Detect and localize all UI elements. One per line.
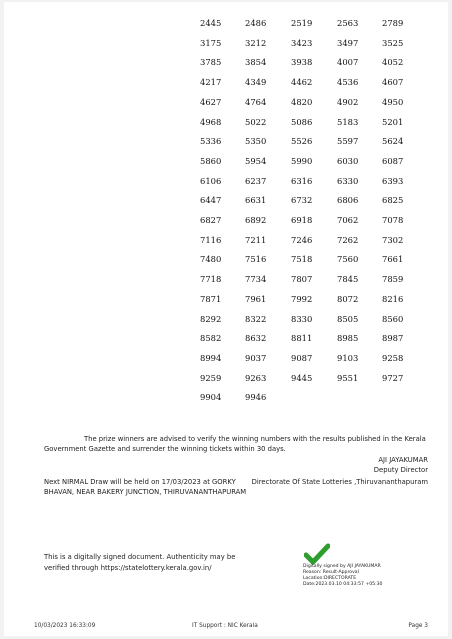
winning-number: 6330	[337, 175, 359, 186]
winning-number: 5336	[200, 136, 222, 147]
winning-number: 5350	[245, 136, 267, 147]
digital-signature-notice: This is a digitally signed document. Authenticity may be verified through https://statelottery.kerala.gov.in/	[44, 553, 236, 572]
document-page	[4, 2, 448, 636]
signature-date: Date:2023.03.10 04:33:57 +05:30	[303, 582, 383, 587]
winning-number: 6825	[382, 195, 404, 206]
winning-number: 3938	[291, 57, 313, 68]
winning-number: 4536	[337, 77, 359, 88]
signature-reason: Reason: Result-Approval	[303, 570, 359, 575]
winning-number: 8632	[245, 333, 267, 344]
winning-number: 8987	[382, 333, 404, 344]
winning-number: 9258	[382, 352, 404, 363]
winning-number: 6806	[337, 195, 359, 206]
winning-number: 2445	[200, 18, 222, 28]
winning-number: 7246	[291, 234, 313, 245]
winning-number: 2519	[291, 18, 313, 28]
winning-number: 6732	[291, 195, 313, 206]
winning-number: 3854	[245, 57, 267, 68]
signature-signed-by: Digitally signed by AJI JAYAKUMAR	[303, 564, 381, 569]
winning-number: 4902	[337, 96, 359, 107]
winning-number: 6918	[291, 215, 313, 225]
winning-number: 7807	[291, 274, 313, 285]
winning-number: 9087	[291, 352, 313, 363]
winning-number: 6087	[382, 155, 404, 166]
footer-timestamp: 10/03/2023 16:33:09	[34, 623, 96, 629]
winning-number: 6631	[245, 195, 267, 206]
winning-number: 9259	[200, 372, 222, 383]
winning-number: 7845	[337, 274, 359, 285]
signature-verified-check-icon	[304, 543, 330, 565]
winning-number: 6447	[200, 195, 222, 206]
winning-number: 4607	[382, 77, 404, 88]
winning-number: 7116	[200, 234, 222, 245]
winning-number: 9904	[200, 392, 222, 403]
winning-number: 6316	[291, 175, 313, 186]
winning-number: 7992	[291, 293, 313, 304]
winning-number: 2486	[245, 18, 267, 28]
winning-number: 6892	[245, 215, 267, 225]
winning-number: 8216	[382, 293, 404, 304]
winning-number: 9551	[337, 372, 359, 383]
winning-number: 4820	[291, 96, 313, 107]
winning-number: 8505	[337, 313, 359, 324]
winning-number: 9103	[337, 352, 359, 363]
winning-number: 3175	[200, 37, 222, 48]
winning-number: 5183	[337, 116, 359, 127]
winning-number: 7480	[200, 254, 222, 265]
winning-number: 2789	[382, 18, 404, 28]
winning-number: 9445	[291, 372, 313, 383]
winning-number: 5597	[337, 136, 359, 147]
directorate-office: Directorate Of State Lotteries ,Thiruvananthapuram	[251, 478, 428, 486]
winning-number: 4349	[245, 77, 267, 88]
winning-number: 5086	[291, 116, 313, 127]
winning-number: 3525	[382, 37, 404, 48]
winning-number: 7560	[337, 254, 359, 265]
winning-number: 6827	[200, 215, 222, 225]
winning-number: 5022	[245, 116, 267, 127]
signatory-name: AJI JAYAKUMAR	[378, 456, 428, 464]
winning-number: 5624	[382, 136, 404, 147]
winning-number: 6030	[337, 155, 359, 166]
winning-number: 4217	[200, 77, 222, 88]
winning-number: 8811	[291, 333, 313, 344]
winning-number: 7302	[382, 234, 404, 245]
winning-number: 6237	[245, 175, 267, 186]
winning-number: 4950	[382, 96, 404, 107]
winning-number: 9727	[382, 372, 404, 383]
winning-number: 9946	[245, 392, 267, 403]
winning-number: 5201	[382, 116, 404, 127]
digital-signature-details	[303, 564, 382, 588]
winning-number: 7718	[200, 274, 222, 285]
next-draw-info: Next NIRMAL Draw will be held on 17/03/2023 at GORKY BHAVAN, NEAR BAKERY JUNCTION, THIRUVANANTHAPURAM	[44, 478, 247, 496]
winning-number: 4007	[337, 57, 359, 68]
winning-number: 8582	[200, 333, 222, 344]
winning-number: 7211	[245, 234, 267, 245]
signature-location: Location:DIRECTORATE	[303, 576, 357, 581]
footer-page-number: Page 3	[408, 623, 428, 629]
winning-number: 8072	[337, 293, 359, 304]
winning-number: 7871	[200, 293, 222, 304]
winning-number: 4462	[291, 77, 313, 88]
winning-number: 6106	[200, 175, 222, 186]
winning-number: 8994	[200, 352, 222, 363]
winning-number: 8322	[245, 313, 267, 324]
winning-number: 3785	[200, 57, 222, 68]
winning-number: 9263	[245, 372, 267, 383]
winning-number: 7516	[245, 254, 267, 265]
winning-number: 8292	[200, 313, 222, 324]
winning-number: 3423	[291, 37, 313, 48]
winning-number: 3212	[245, 37, 267, 48]
winning-number: 5860	[200, 155, 222, 166]
winning-number: 7078	[382, 215, 404, 225]
winning-number: 7518	[291, 254, 313, 265]
winning-number: 2563	[337, 18, 359, 28]
winning-number: 7661	[382, 254, 404, 265]
winning-number: 4764	[245, 96, 267, 107]
winning-number: 7734	[245, 274, 267, 285]
signatory-title: Deputy Director	[373, 466, 428, 474]
winning-number: 9037	[245, 352, 267, 363]
verification-notice: The prize winners are advised to verify the winning numbers with the results published in the Kerala Government Gazette and surrender the winning tickets within 30 days.	[44, 435, 426, 453]
winning-number: 6393	[382, 175, 404, 186]
winning-number: 4968	[200, 116, 222, 127]
winning-number: 7062	[337, 215, 359, 225]
winning-number: 7859	[382, 274, 404, 285]
winning-number: 5990	[291, 155, 313, 166]
winning-number: 8560	[382, 313, 404, 324]
winning-number: 4627	[200, 96, 222, 107]
winning-number: 3497	[337, 37, 359, 48]
winning-number: 4052	[382, 57, 404, 68]
winning-number: 7262	[337, 234, 359, 245]
winning-number: 8985	[337, 333, 359, 344]
winning-number: 5526	[291, 136, 313, 147]
winning-number: 5954	[245, 155, 267, 166]
winning-number: 8330	[291, 313, 313, 324]
winning-number: 7961	[245, 293, 267, 304]
footer-support: IT Support : NIC Kerala	[192, 623, 258, 629]
